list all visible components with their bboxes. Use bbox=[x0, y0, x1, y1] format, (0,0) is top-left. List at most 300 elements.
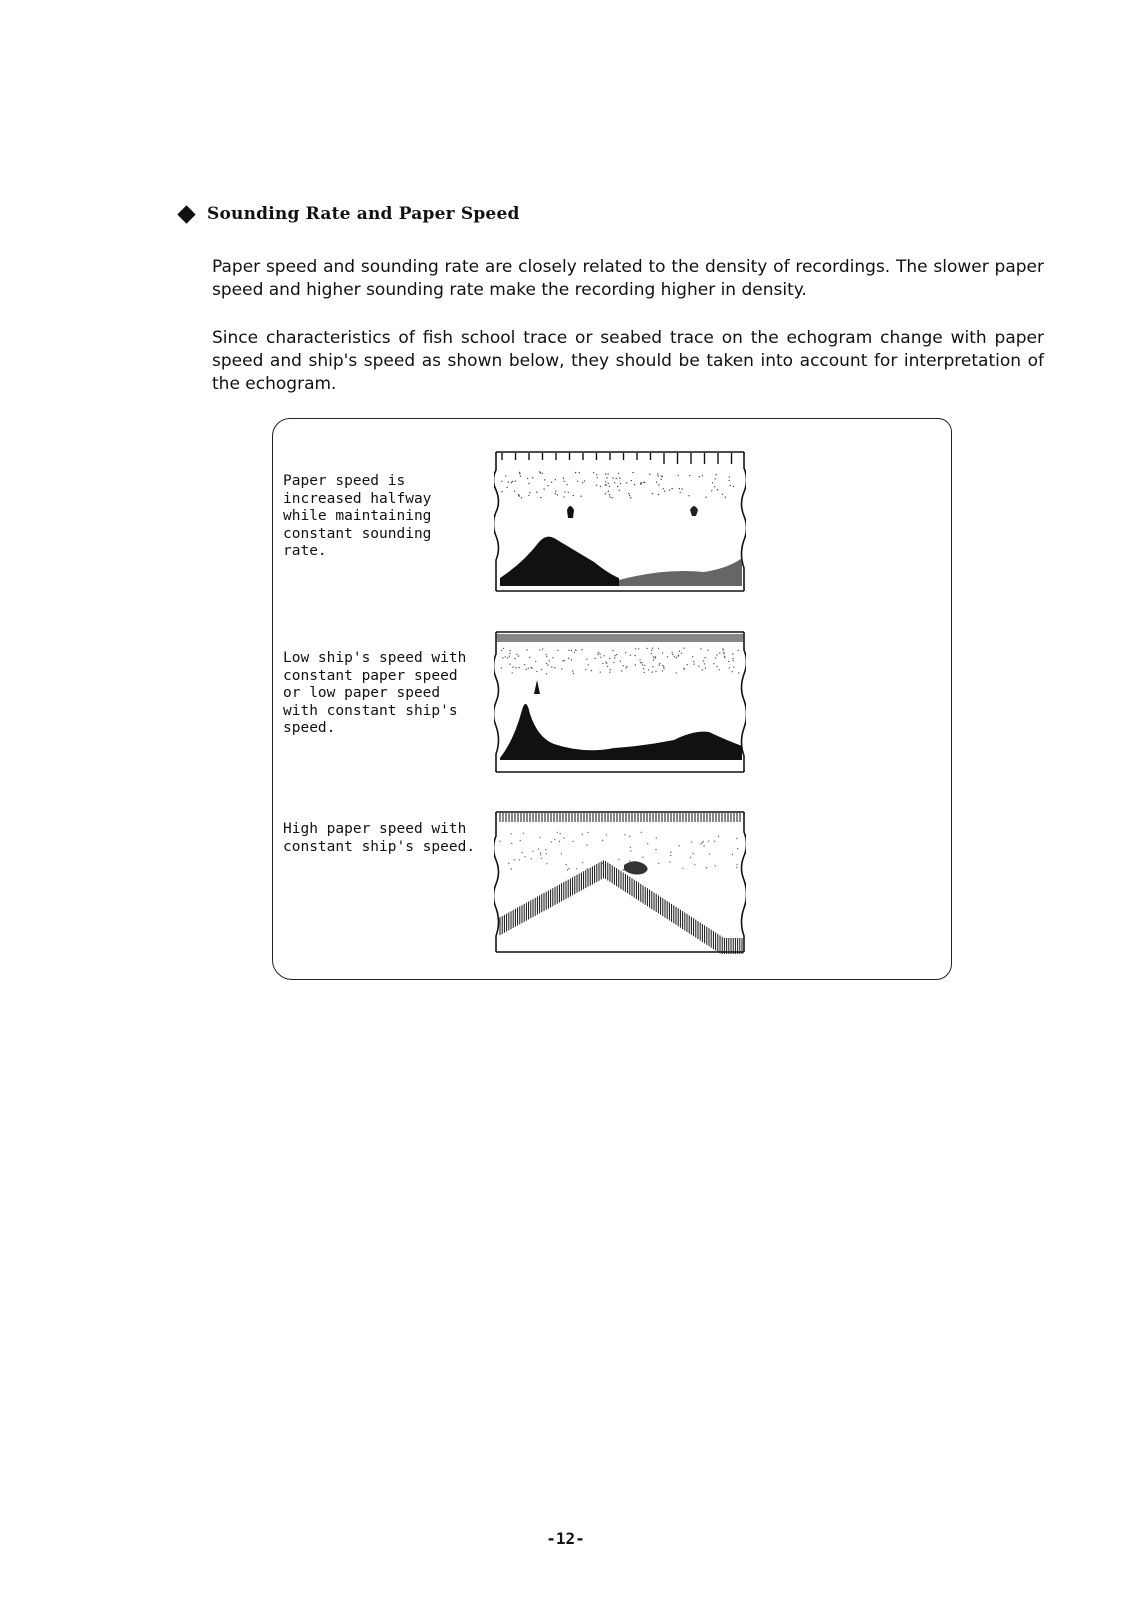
noise-dot bbox=[713, 663, 714, 664]
noise-dot bbox=[630, 497, 631, 498]
noise-dot bbox=[572, 670, 573, 671]
noise-dot bbox=[687, 664, 688, 665]
noise-dot bbox=[539, 837, 540, 838]
noise-dot bbox=[528, 495, 529, 496]
noise-dot bbox=[608, 491, 609, 492]
noise-dot bbox=[566, 484, 567, 485]
noise-dot bbox=[559, 841, 560, 842]
noise-dot bbox=[547, 485, 548, 486]
noise-dot bbox=[641, 832, 642, 833]
noise-dot bbox=[671, 488, 672, 489]
noise-dot bbox=[524, 856, 525, 857]
noise-dot bbox=[581, 649, 582, 650]
echogram-illustration-1 bbox=[494, 450, 746, 593]
noise-dot bbox=[714, 841, 715, 842]
noise-dot bbox=[652, 666, 653, 667]
noise-dot bbox=[661, 475, 662, 476]
noise-dot bbox=[610, 669, 611, 670]
page-number: -12- bbox=[546, 1529, 585, 1548]
noise-dot bbox=[690, 857, 691, 858]
noise-dot bbox=[620, 661, 621, 662]
noise-dot bbox=[600, 671, 601, 672]
noise-dot bbox=[642, 857, 643, 858]
noise-dot bbox=[618, 473, 619, 474]
noise-dot bbox=[656, 482, 657, 483]
noise-dot bbox=[527, 478, 528, 479]
noise-dot bbox=[505, 475, 506, 476]
noise-dot bbox=[635, 664, 636, 665]
noise-dot bbox=[737, 650, 738, 651]
noise-dot bbox=[541, 669, 542, 670]
noise-dot bbox=[678, 655, 679, 656]
noise-dot bbox=[532, 851, 533, 852]
noise-dot bbox=[565, 864, 566, 865]
noise-dot bbox=[676, 672, 677, 673]
noise-dot bbox=[659, 663, 660, 664]
noise-dot bbox=[641, 662, 642, 663]
noise-dot bbox=[676, 657, 677, 658]
noise-dot bbox=[694, 864, 695, 865]
noise-dot bbox=[663, 666, 664, 667]
noise-dot bbox=[655, 656, 656, 657]
noise-dot bbox=[681, 653, 682, 654]
section-heading bbox=[180, 204, 520, 224]
noise-dot bbox=[554, 667, 555, 668]
noise-dot bbox=[536, 671, 537, 672]
noise-dot bbox=[526, 669, 527, 670]
noise-dot bbox=[557, 494, 558, 495]
noise-dot bbox=[605, 473, 606, 474]
noise-dot bbox=[682, 868, 683, 869]
noise-dot bbox=[508, 863, 509, 864]
noise-dot bbox=[521, 497, 522, 498]
noise-dot bbox=[655, 671, 656, 672]
noise-dot bbox=[683, 648, 684, 649]
noise-dot bbox=[540, 497, 541, 498]
noise-dot bbox=[604, 655, 605, 656]
noise-dot bbox=[549, 660, 550, 661]
noise-dot bbox=[602, 663, 603, 664]
noise-dot bbox=[555, 491, 556, 492]
noise-dot bbox=[602, 863, 603, 864]
noise-dot bbox=[585, 669, 586, 670]
noise-dot bbox=[608, 483, 609, 484]
noise-dot bbox=[541, 858, 542, 859]
noise-dot bbox=[511, 843, 512, 844]
noise-dot bbox=[728, 661, 729, 662]
noise-dot bbox=[582, 862, 583, 863]
noise-dot bbox=[582, 482, 583, 483]
noise-dot bbox=[653, 656, 654, 657]
noise-dot bbox=[649, 474, 650, 475]
noise-dot bbox=[524, 664, 525, 665]
noise-dot bbox=[564, 660, 565, 661]
noise-dot bbox=[693, 661, 694, 662]
noise-dot bbox=[711, 490, 712, 491]
noise-dot bbox=[539, 471, 540, 472]
noise-dot bbox=[643, 668, 644, 669]
noise-dot bbox=[730, 485, 731, 486]
noise-dot bbox=[630, 847, 631, 848]
noise-dot bbox=[736, 864, 737, 865]
paragraph-echogram-characteristics: Since characteristics of fish school trace or seabed trace on the echogram change with paper speed and ship's speed as shown below, they should be taken into account for interpretation of the echogram. bbox=[212, 328, 1044, 394]
noise-dot bbox=[638, 648, 639, 649]
noise-dot bbox=[706, 867, 707, 868]
noise-dot bbox=[515, 667, 516, 668]
noise-dot bbox=[551, 482, 552, 483]
noise-dot bbox=[499, 841, 500, 842]
noise-dot bbox=[639, 659, 640, 660]
noise-dot bbox=[652, 671, 653, 672]
noise-dot bbox=[591, 670, 592, 671]
noise-dot bbox=[521, 852, 522, 853]
noise-dot bbox=[651, 650, 652, 651]
noise-dot bbox=[579, 472, 580, 473]
noise-dot bbox=[586, 844, 587, 845]
noise-dot bbox=[587, 664, 588, 665]
noise-dot bbox=[664, 491, 665, 492]
noise-dot bbox=[723, 652, 724, 653]
noise-dot bbox=[672, 652, 673, 653]
noise-dot bbox=[644, 665, 645, 666]
noise-dot bbox=[662, 652, 663, 653]
noise-dot bbox=[554, 839, 555, 840]
noise-dot bbox=[725, 497, 726, 498]
noise-dot bbox=[614, 655, 615, 656]
noise-dot bbox=[572, 841, 573, 842]
noise-dot bbox=[508, 481, 509, 482]
noise-dot bbox=[542, 648, 543, 649]
noise-dot bbox=[708, 840, 709, 841]
noise-dot bbox=[716, 666, 717, 667]
noise-dot bbox=[515, 481, 516, 482]
noise-dot bbox=[717, 489, 718, 490]
noise-dot bbox=[602, 840, 603, 841]
echogram-illustration-3 bbox=[494, 810, 746, 954]
noise-dot bbox=[502, 657, 503, 658]
noise-dot bbox=[707, 650, 708, 651]
noise-dot bbox=[681, 488, 682, 489]
noise-dot bbox=[563, 496, 564, 497]
noise-dot bbox=[561, 853, 562, 854]
noise-dot bbox=[509, 653, 510, 654]
noise-dot bbox=[616, 654, 617, 655]
noise-dot bbox=[736, 838, 737, 839]
noise-dot bbox=[667, 656, 668, 657]
noise-dot bbox=[716, 654, 717, 655]
noise-dot bbox=[509, 664, 510, 665]
noise-dot bbox=[704, 657, 705, 658]
noise-dot bbox=[555, 479, 556, 480]
noise-dot bbox=[619, 490, 620, 491]
noise-dot bbox=[684, 669, 685, 670]
noise-dot bbox=[606, 477, 607, 478]
noise-dot bbox=[737, 848, 738, 849]
noise-dot bbox=[501, 650, 502, 651]
noise-dot bbox=[551, 841, 552, 842]
figure-caption-1: Paper speed is increased halfway while maintaining constant sounding rate. bbox=[283, 473, 432, 559]
noise-dot bbox=[546, 673, 547, 674]
noise-dot bbox=[657, 475, 658, 476]
noise-dot bbox=[705, 667, 706, 668]
noise-dot bbox=[512, 672, 513, 673]
noise-dot bbox=[659, 664, 660, 665]
noise-dot bbox=[600, 486, 601, 487]
noise-dot bbox=[625, 652, 626, 653]
noise-dot bbox=[709, 854, 710, 855]
noise-dot bbox=[625, 667, 626, 668]
noise-dot bbox=[545, 654, 546, 655]
noise-dot bbox=[704, 663, 705, 664]
noise-dot bbox=[644, 672, 645, 673]
noise-dot bbox=[587, 832, 588, 833]
noise-dot bbox=[663, 488, 664, 489]
noise-dot bbox=[536, 491, 537, 492]
noise-dot bbox=[702, 841, 703, 842]
noise-dot bbox=[577, 481, 578, 482]
noise-dot bbox=[723, 653, 724, 654]
noise-dot bbox=[511, 833, 512, 834]
diamond-bullet-icon bbox=[177, 205, 195, 223]
noise-dot bbox=[514, 491, 515, 492]
noise-dot bbox=[605, 484, 606, 485]
noise-dot bbox=[724, 657, 725, 658]
noise-dot bbox=[674, 656, 675, 657]
noise-dot bbox=[546, 663, 547, 664]
noise-dot bbox=[698, 666, 699, 667]
noise-dot bbox=[654, 657, 655, 658]
noise-dot bbox=[624, 834, 625, 835]
noise-dot bbox=[640, 484, 641, 485]
noise-dot bbox=[646, 648, 647, 649]
noise-dot bbox=[586, 659, 587, 660]
noise-dot bbox=[718, 836, 719, 837]
noise-dot bbox=[575, 472, 576, 473]
noise-dot bbox=[543, 488, 544, 489]
noise-dot bbox=[718, 669, 719, 670]
noise-dot bbox=[606, 834, 607, 835]
noise-dot bbox=[658, 648, 659, 649]
noise-dot bbox=[705, 497, 706, 498]
noise-dot bbox=[732, 671, 733, 672]
noise-dot bbox=[620, 483, 621, 484]
noise-dot bbox=[634, 484, 635, 485]
noise-dot bbox=[732, 658, 733, 659]
noise-dot bbox=[600, 657, 601, 658]
noise-dot bbox=[512, 481, 513, 482]
noise-dot bbox=[559, 833, 560, 834]
noise-dot bbox=[703, 845, 704, 846]
noise-dot bbox=[626, 666, 627, 667]
noise-dot bbox=[729, 476, 730, 477]
noise-dot bbox=[564, 481, 565, 482]
figure-caption-2: Low ship's speed with constant paper speed or low paper speed with constant ship's speed. bbox=[283, 650, 467, 736]
noise-dot bbox=[594, 658, 595, 659]
noise-dot bbox=[511, 482, 512, 483]
noise-dot bbox=[714, 486, 715, 487]
figure-caption-3: High paper speed with constant ship's speed. bbox=[283, 821, 476, 855]
noise-dot bbox=[714, 478, 715, 479]
noise-dot bbox=[609, 486, 610, 487]
noise-dot bbox=[693, 853, 694, 854]
noise-dot bbox=[642, 664, 643, 665]
noise-dot bbox=[501, 491, 502, 492]
noise-dot bbox=[520, 476, 521, 477]
noise-dot bbox=[519, 473, 520, 474]
noise-dot bbox=[614, 657, 615, 658]
noise-dot bbox=[568, 650, 569, 651]
noise-dot bbox=[519, 472, 520, 473]
noise-dot bbox=[609, 672, 610, 673]
noise-dot bbox=[658, 494, 659, 495]
noise-dot bbox=[719, 652, 720, 653]
noise-dot bbox=[612, 477, 613, 478]
noise-dot bbox=[609, 658, 610, 659]
noise-dot bbox=[593, 472, 594, 473]
noise-dot bbox=[619, 477, 620, 478]
noise-dot bbox=[531, 858, 532, 859]
noise-dot bbox=[640, 662, 641, 663]
noise-dot bbox=[603, 865, 604, 866]
noise-dot bbox=[662, 665, 663, 666]
noise-dot bbox=[658, 484, 659, 485]
noise-dot bbox=[557, 650, 558, 651]
noise-dot bbox=[712, 482, 713, 483]
noise-dot bbox=[530, 667, 531, 668]
noise-dot bbox=[573, 495, 574, 496]
noise-dot bbox=[609, 494, 610, 495]
noise-dot bbox=[722, 494, 723, 495]
noise-dot bbox=[528, 483, 529, 484]
noise-dot bbox=[622, 869, 623, 870]
noise-dot bbox=[563, 478, 564, 479]
noise-dot bbox=[693, 664, 694, 665]
noise-dot bbox=[568, 868, 569, 869]
noise-dot bbox=[678, 475, 679, 476]
noise-dot bbox=[520, 840, 521, 841]
noise-dot bbox=[648, 669, 649, 670]
noise-dot bbox=[669, 861, 670, 862]
noise-dot bbox=[732, 660, 733, 661]
noise-dot bbox=[679, 488, 680, 489]
noise-dot bbox=[662, 476, 663, 477]
noise-dot bbox=[586, 868, 587, 869]
noise-dot bbox=[702, 475, 703, 476]
noise-dot bbox=[507, 657, 508, 658]
noise-dot bbox=[571, 659, 572, 660]
noise-dot bbox=[670, 855, 671, 856]
noise-dot bbox=[563, 837, 564, 838]
noise-dot bbox=[576, 868, 577, 869]
noise-dot bbox=[557, 832, 558, 833]
noise-dot bbox=[512, 666, 513, 667]
noise-dot bbox=[715, 865, 716, 866]
noise-dot bbox=[669, 489, 670, 490]
noise-dot bbox=[689, 475, 690, 476]
noise-dot bbox=[511, 868, 512, 869]
noise-dot bbox=[606, 663, 607, 664]
noise-dot bbox=[621, 670, 622, 671]
noise-dot bbox=[607, 666, 608, 667]
noise-dot bbox=[596, 485, 597, 486]
noise-dot bbox=[538, 848, 539, 849]
noise-dot bbox=[516, 654, 517, 655]
noise-dot bbox=[609, 496, 610, 497]
section-title: Sounding Rate and Paper Speed bbox=[207, 204, 520, 224]
noise-dot bbox=[679, 650, 680, 651]
noise-dot bbox=[571, 650, 572, 651]
noise-dot bbox=[582, 834, 583, 835]
noise-dot bbox=[568, 492, 569, 493]
noise-dot bbox=[652, 648, 653, 649]
noise-dot bbox=[658, 863, 659, 864]
noise-dot bbox=[630, 850, 631, 851]
noise-dot bbox=[626, 482, 627, 483]
noise-dot bbox=[598, 652, 599, 653]
noise-dot bbox=[656, 837, 657, 838]
noise-dot bbox=[616, 478, 617, 479]
noise-dot bbox=[702, 842, 703, 843]
noise-dot bbox=[555, 493, 556, 494]
noise-dot bbox=[736, 867, 737, 868]
noise-dot bbox=[518, 655, 519, 656]
noise-dot bbox=[614, 482, 615, 483]
noise-dot bbox=[662, 670, 663, 671]
noise-dot bbox=[574, 652, 575, 653]
noise-dot bbox=[723, 649, 724, 650]
noise-dot bbox=[631, 480, 632, 481]
noise-dot bbox=[715, 474, 716, 475]
noise-dot bbox=[509, 656, 510, 657]
noise-dot bbox=[722, 648, 723, 649]
noise-dot bbox=[597, 477, 598, 478]
noise-dot bbox=[612, 650, 613, 651]
noise-dot bbox=[699, 476, 700, 477]
noise-dot bbox=[651, 653, 652, 654]
noise-dot bbox=[599, 653, 600, 654]
echogram-illustration-2 bbox=[494, 630, 746, 774]
noise-dot bbox=[733, 667, 734, 668]
noise-dot bbox=[544, 479, 545, 480]
noise-dot bbox=[623, 665, 624, 666]
noise-dot bbox=[605, 661, 606, 662]
noise-dot bbox=[643, 482, 644, 483]
noise-dot bbox=[552, 657, 553, 658]
noise-dot bbox=[657, 473, 658, 474]
noise-dot bbox=[523, 833, 524, 834]
noise-dot bbox=[539, 649, 540, 650]
noise-dot bbox=[540, 472, 541, 473]
noise-dot bbox=[547, 664, 548, 665]
noise-dot bbox=[546, 863, 547, 864]
noise-dot bbox=[605, 493, 606, 494]
noise-dot bbox=[688, 495, 689, 496]
noise-dot bbox=[551, 666, 552, 667]
noise-dot bbox=[652, 493, 653, 494]
paragraph-density: Paper speed and sounding rate are closely related to the density of recordings. The slower paper speed and higher sounding rate make the recording higher in density. bbox=[212, 257, 1044, 300]
noise-dot bbox=[564, 491, 565, 492]
noise-dot bbox=[584, 480, 585, 481]
noise-dot bbox=[519, 859, 520, 860]
noise-dot bbox=[715, 657, 716, 658]
noise-dot bbox=[672, 654, 673, 655]
noise-dot bbox=[629, 836, 630, 837]
noise-dot bbox=[567, 869, 568, 870]
noise-dot bbox=[729, 667, 730, 668]
noise-dot bbox=[655, 849, 656, 850]
noise-dot bbox=[632, 472, 633, 473]
noise-dot bbox=[596, 474, 597, 475]
